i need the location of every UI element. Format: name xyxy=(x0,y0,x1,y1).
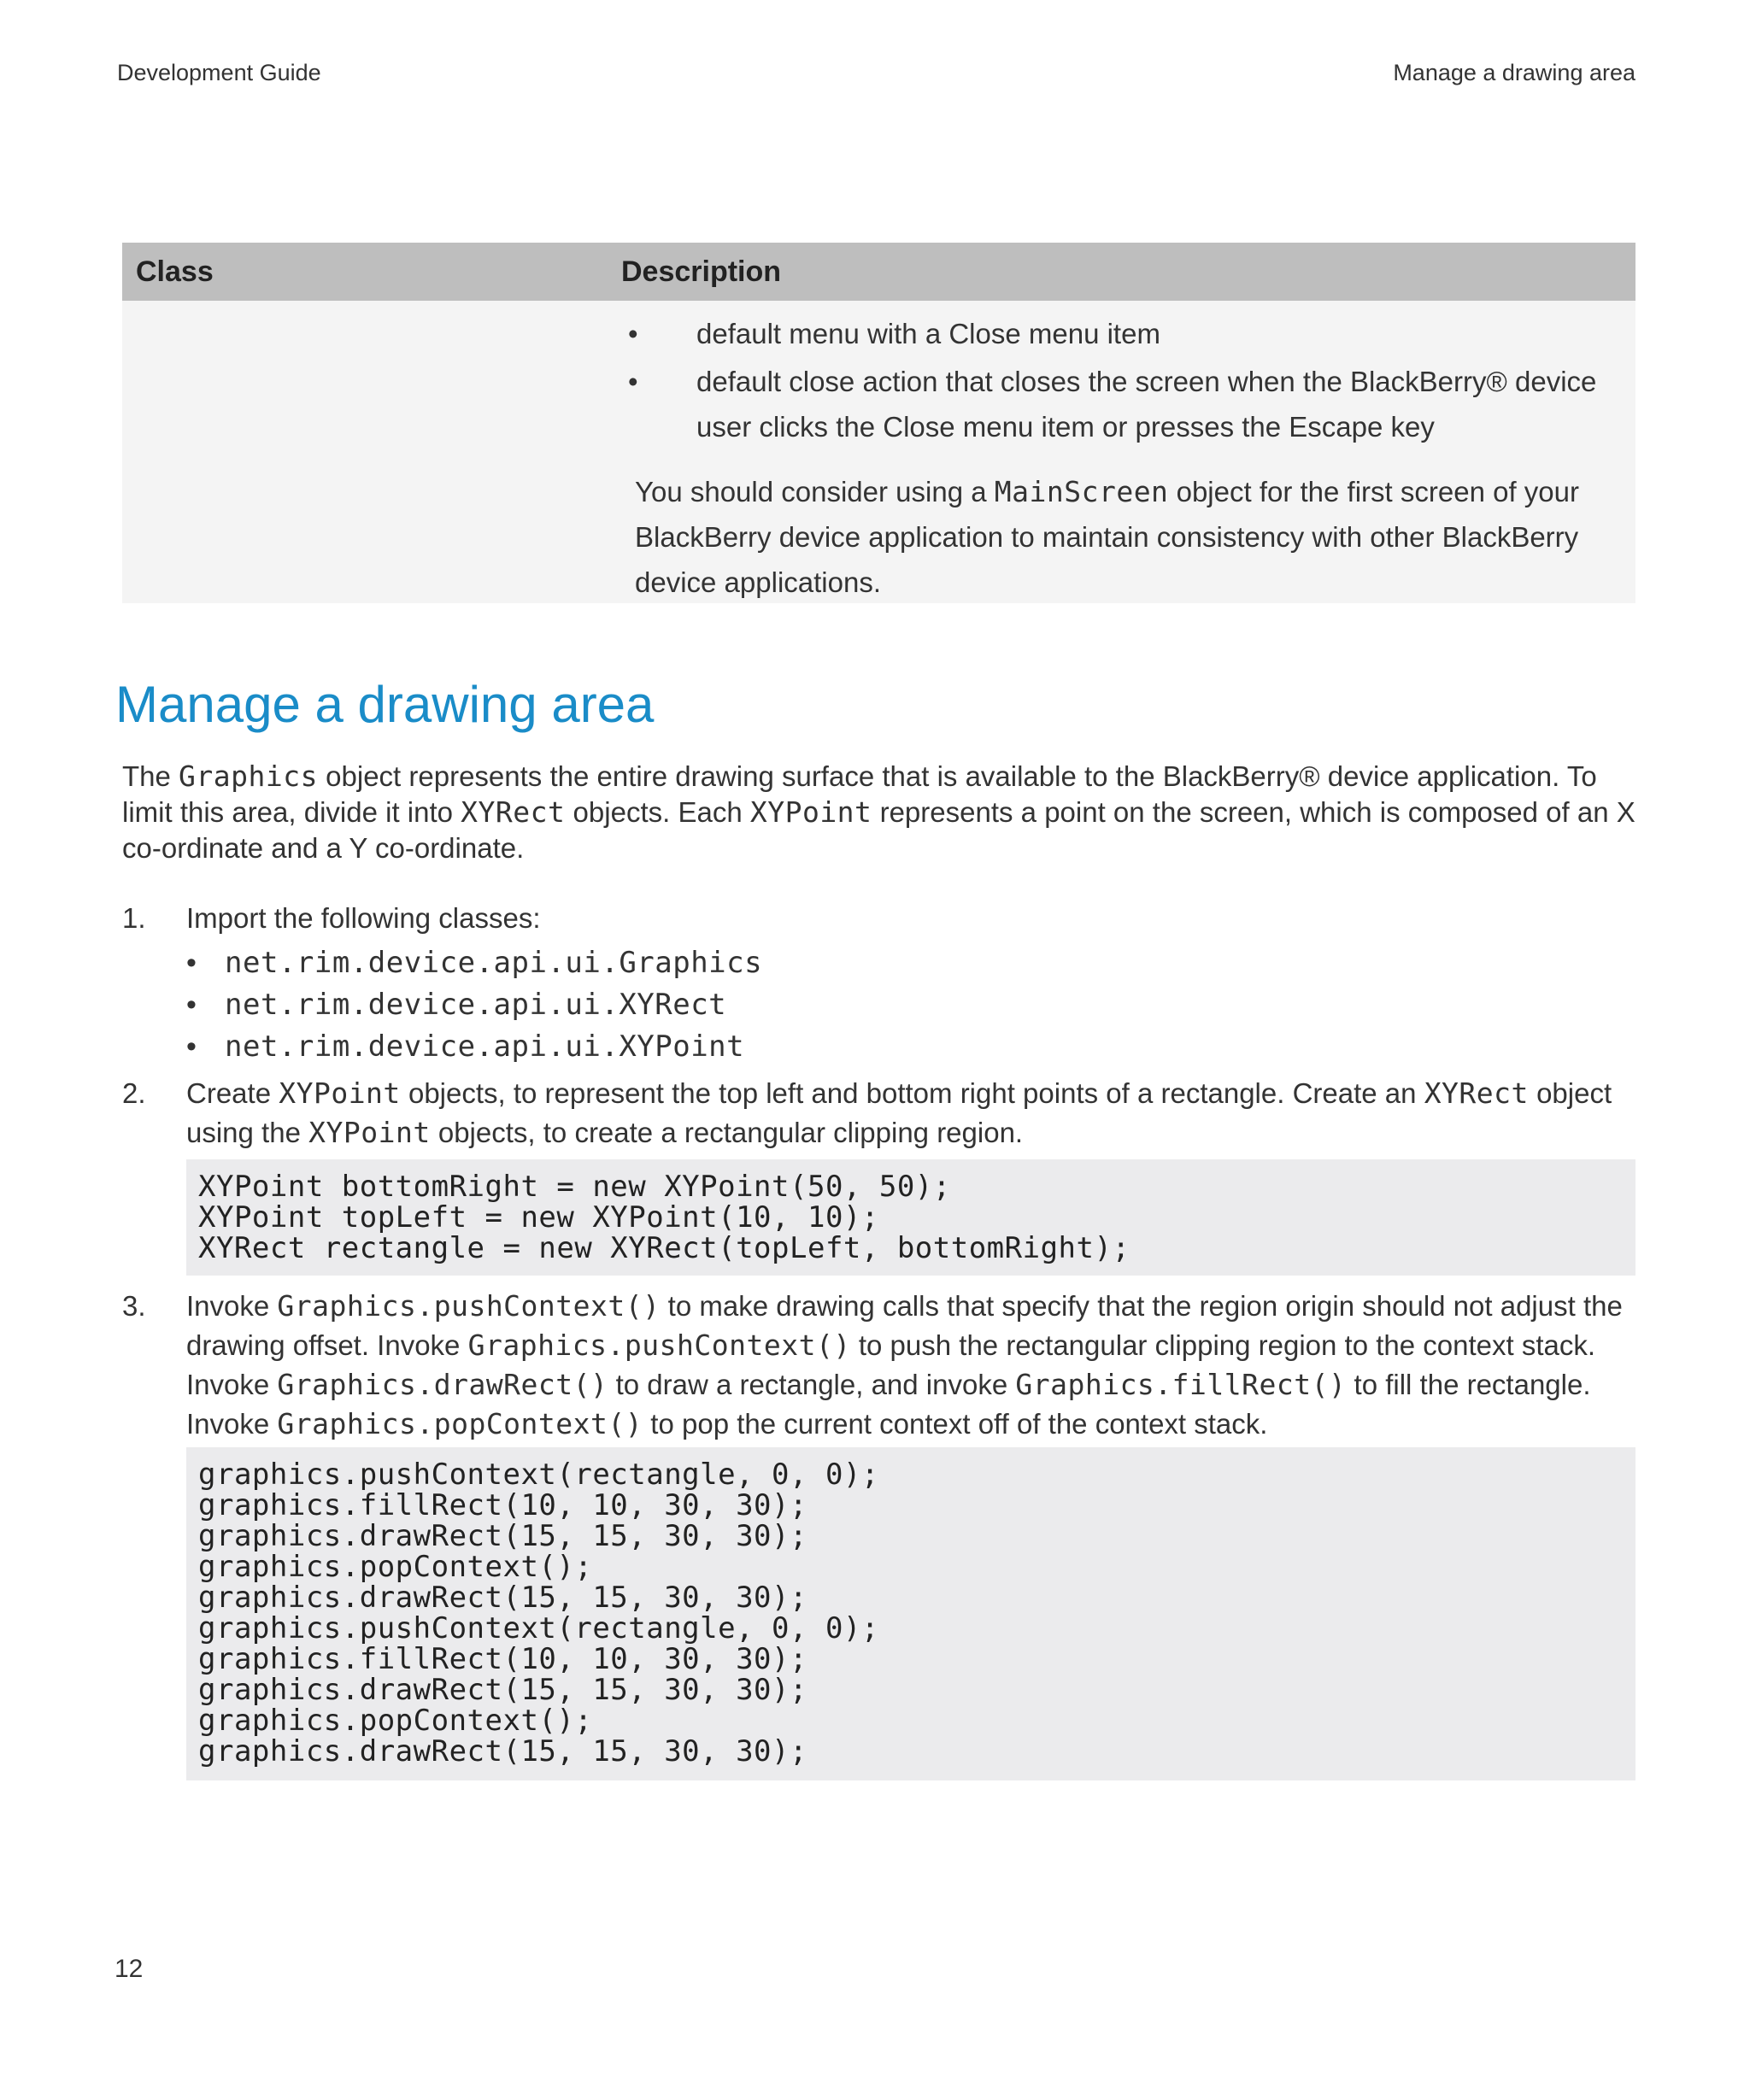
table-row xyxy=(122,301,1635,603)
inline-code: Graphics.pushContext() xyxy=(277,1289,661,1323)
step-text-part: to fill the rectangle. Invoke xyxy=(186,1369,1591,1440)
step-text-part: to draw a rectangle, and invoke xyxy=(608,1369,1016,1400)
page-number: 12 xyxy=(115,1955,144,1983)
step-text-part: Create xyxy=(186,1077,279,1109)
intro-text: The xyxy=(122,760,179,792)
description-bullet xyxy=(628,359,1635,449)
intro-text: represents a point on the screen, which is composed of an X co-ordinate and a Y co-ordinate. xyxy=(122,796,1635,864)
intro-text: object represents the entire drawing surface that is available to the BlackBerry® device application. To limit this area, divide it into xyxy=(122,760,1597,828)
description-bullet xyxy=(628,311,1635,356)
inline-code: MainScreen xyxy=(994,475,1169,508)
inline-code: XYPoint xyxy=(308,1116,431,1149)
step-text-part: objects, to represent the top left and bottom right points of a rectangle. Create an xyxy=(400,1077,1424,1109)
paragraph-text: You should consider using a xyxy=(635,476,995,507)
inline-code: Graphics.popContext() xyxy=(277,1407,643,1440)
bullet-icon: • xyxy=(186,947,197,979)
bullet-icon: • xyxy=(628,366,638,397)
step-text-part: objects, to create a rectangular clipping region. xyxy=(430,1117,1024,1148)
table-header-class: Class xyxy=(136,255,214,288)
inline-code: XYRect xyxy=(1424,1076,1529,1110)
bullet-text: default close action that closes the screen when the BlackBerry® device user clicks the Close menu item or presses the Escape key xyxy=(696,366,1597,443)
step-text xyxy=(186,1287,1635,1444)
import-list xyxy=(186,942,1635,1068)
inline-code: XYRect xyxy=(461,795,566,829)
intro-paragraph xyxy=(122,759,1635,866)
step-number: 2. xyxy=(122,1077,146,1109)
step-text-part: to pop the current context off of the context stack. xyxy=(643,1408,1268,1440)
intro-text: objects. Each xyxy=(565,796,750,828)
step-text xyxy=(186,1074,1635,1153)
step-text-part: to push the rectangular clipping region to the context stack. Invoke xyxy=(186,1329,1596,1400)
description-paragraph xyxy=(635,469,1627,605)
class-description-table xyxy=(122,243,1635,603)
import-item xyxy=(186,942,1635,984)
bullet-text: default menu with a Close menu item xyxy=(696,318,1160,349)
running-header-right: Manage a drawing area xyxy=(1393,60,1635,85)
import-class: net.rim.device.api.ui.XYPoint xyxy=(225,1029,745,1064)
step-number: 1. xyxy=(122,902,146,934)
import-item xyxy=(186,984,1635,1026)
table-header-description: Description xyxy=(621,255,782,288)
bullet-icon: • xyxy=(628,318,638,349)
inline-code: Graphics.pushContext() xyxy=(467,1329,851,1362)
table-header-row xyxy=(122,243,1635,301)
step-number: 3. xyxy=(122,1290,146,1322)
bullet-icon: • xyxy=(186,988,197,1021)
step-item xyxy=(122,1074,1635,1153)
import-class: net.rim.device.api.ui.XYRect xyxy=(225,988,727,1022)
step-text-part: to make drawing calls that specify that the region origin should not adjust the drawing offset. Invoke xyxy=(186,1290,1623,1361)
import-class: net.rim.device.api.ui.Graphics xyxy=(225,946,763,980)
step-item xyxy=(122,899,1635,1068)
bullet-icon: • xyxy=(186,1030,197,1063)
section-title: Manage a drawing area xyxy=(115,676,655,733)
step-text-part: Invoke xyxy=(186,1290,278,1322)
inline-code: XYPoint xyxy=(749,795,872,829)
step-text-part: object using the xyxy=(186,1077,1612,1148)
code-block: graphics.pushContext(rectangle, 0, 0); graphics.fillRect(10, 10, 30, 30); graphics.drawRect(15, 15, 30, 30); graphics.popContext(); graphics.drawRect(15, 15, 30, 30); graphics.pushContext(rectangle, 0, 0); graphics.fillRect(10, 10, 30, 30); graphics.drawRect(15, 15, 30, 30); graphics.popContext(); graphics.drawRect(15, 15, 30, 30); xyxy=(186,1447,1635,1780)
inline-code: Graphics.drawRect() xyxy=(277,1368,608,1401)
inline-code: Graphics.fillRect() xyxy=(1015,1368,1347,1401)
paragraph-text: object for the first screen of your BlackBerry device application to maintain consistency with other BlackBerry device applications. xyxy=(635,476,1579,598)
inline-code: Graphics xyxy=(179,760,318,793)
inline-code: XYPoint xyxy=(279,1076,401,1110)
running-header-left: Development Guide xyxy=(117,60,321,85)
step-text: Import the following classes: xyxy=(186,902,541,934)
step-item xyxy=(122,1287,1635,1444)
code-block: XYPoint bottomRight = new XYPoint(50, 50); XYPoint topLeft = new XYPoint(10, 10); XYRect rectangle = new XYRect(topLeft, bottomRight); xyxy=(186,1159,1635,1276)
import-item xyxy=(186,1026,1635,1068)
